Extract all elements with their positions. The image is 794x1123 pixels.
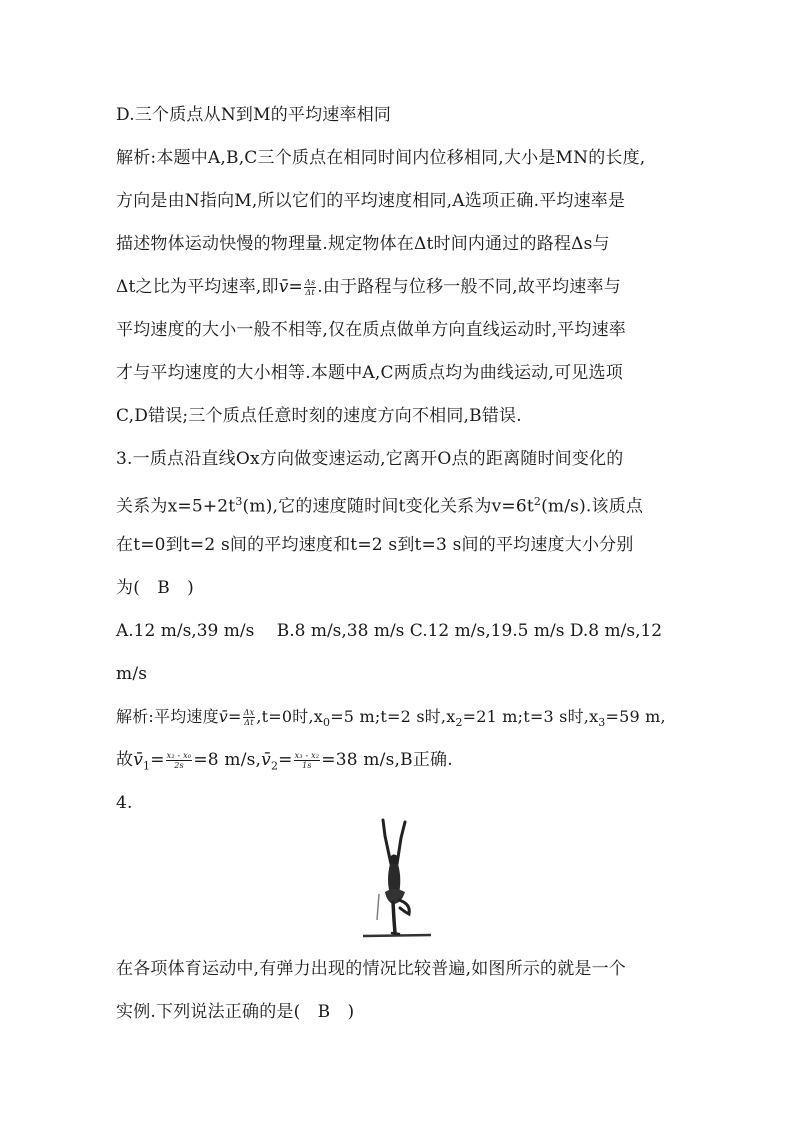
avg-speed-symbol: v̄ [278, 277, 289, 297]
question-4-number: 4. [116, 793, 133, 813]
question-4-line-2: 实例.下列说法正确的是( B ) [116, 1002, 355, 1022]
v1-fraction [166, 751, 193, 770]
subscript-1: 1 [143, 759, 151, 773]
question-3-line-3: 在t=0到t=2 s间的平均速度和t=2 s到t=3 s间的平均速度大小分别 [116, 535, 634, 555]
equals-sign: = [228, 707, 242, 726]
question-4-line-1: 在各项体育运动中,有弹力出现的情况比较普遍,如图所示的就是一个 [116, 959, 627, 979]
analysis-text-e: =59 m, [605, 707, 666, 726]
analysis-line-2: 方向是由N指向M,所以它们的平均速度相同,A选项正确.平均速率是 [116, 191, 626, 211]
question-3-line-1: 3.一质点沿直线Ox方向做变速运动,它离开O点的距离随时间变化的 [116, 449, 624, 469]
analysis-line-4 [116, 276, 686, 298]
v2-result: =38 m/s,B正确. [321, 750, 453, 770]
analysis-line-4-text-a: Δt之比为平均速率,即 [116, 277, 279, 297]
cube-exponent: 3 [235, 495, 243, 508]
fraction-numerator: Δs [304, 278, 316, 287]
subscript-2: 2 [455, 716, 463, 730]
question-3-options-cont: m/s [116, 664, 148, 684]
fraction-numerator: x₂ - x₀ [166, 751, 192, 760]
analysis-line-3: 描述物体运动快慢的物理量.规定物体在Δt时间内通过的路程Δs与 [116, 234, 610, 254]
question-3-line-2 [116, 491, 686, 518]
equals-sign: = [288, 277, 303, 297]
analysis-text-a: 解析:平均速度 [116, 707, 219, 726]
question-3-line-2-c: (m/s).该质点 [541, 496, 644, 517]
fraction-denominator: 1s [302, 761, 312, 770]
analysis-text-d: =21 m;t=3 s时,x [462, 707, 599, 726]
v1-symbol: v̄ [133, 750, 144, 770]
question-3-answer: 为( B ) [116, 578, 194, 598]
question-3-analysis-line-2 [116, 749, 686, 777]
analysis-line-1: 解析:本题中A,B,C三个质点在相同时间内位移相同,大小是MN的长度, [116, 148, 646, 168]
v2-symbol: v̄ [261, 750, 271, 770]
analysis-line-4-text-b: 由于路程与位移一般不同,故平均速率与 [322, 277, 621, 297]
question-3-analysis-line-1 [116, 706, 686, 734]
ds-over-dt-fraction [304, 278, 316, 297]
period: . [317, 277, 323, 297]
analysis-text-c: =5 m;t=2 s时,x [330, 707, 456, 726]
question-3-options: A.12 m/s,39 m/s B.8 m/s,38 m/s C.12 m/s,19.5 m/s D.8 m/s,12 [116, 621, 663, 641]
dx-over-dt-fraction [243, 708, 256, 727]
subscript-2: 2 [270, 759, 279, 773]
fraction-numerator: x₃ - x₂ [294, 751, 320, 760]
analysis-line-5: 平均速度的大小一般不相等,仅在质点做单方向直线运动时,平均速率 [116, 320, 627, 340]
gymnast-figure-icon [357, 814, 437, 942]
equals-sign: = [278, 750, 293, 770]
subscript-3: 3 [598, 716, 606, 730]
square-exponent: 2 [533, 495, 542, 508]
question-3-line-2-a: 关系为x=5+2t [116, 496, 236, 517]
fraction-denominator: Δt [244, 718, 254, 727]
equals-sign: = [150, 750, 165, 770]
question-3-line-2-b: (m),它的速度随时间t变化关系为v=6t [242, 496, 534, 517]
v1-result: =8 m/s, [193, 750, 262, 770]
fraction-denominator: 2s [174, 761, 184, 770]
analysis-text-b: ,t=0时,x [256, 707, 323, 726]
option-d-text: D.三个质点从N到M的平均速率相同 [116, 105, 392, 125]
avg-velocity-symbol: v̄ [218, 707, 229, 726]
analysis-line-7: C,D错误;三个质点任意时刻的速度方向不相同,B错误. [116, 406, 522, 426]
fraction-numerator: Δx [243, 708, 255, 717]
analysis-text-therefore: 故 [116, 750, 134, 770]
subscript-0: 0 [322, 716, 331, 730]
v2-fraction [294, 751, 321, 770]
analysis-line-6: 才与平均速度的大小相等.本题中A,C两质点均为曲线运动,可见选项 [116, 363, 623, 383]
fraction-denominator: Δt [305, 288, 315, 297]
